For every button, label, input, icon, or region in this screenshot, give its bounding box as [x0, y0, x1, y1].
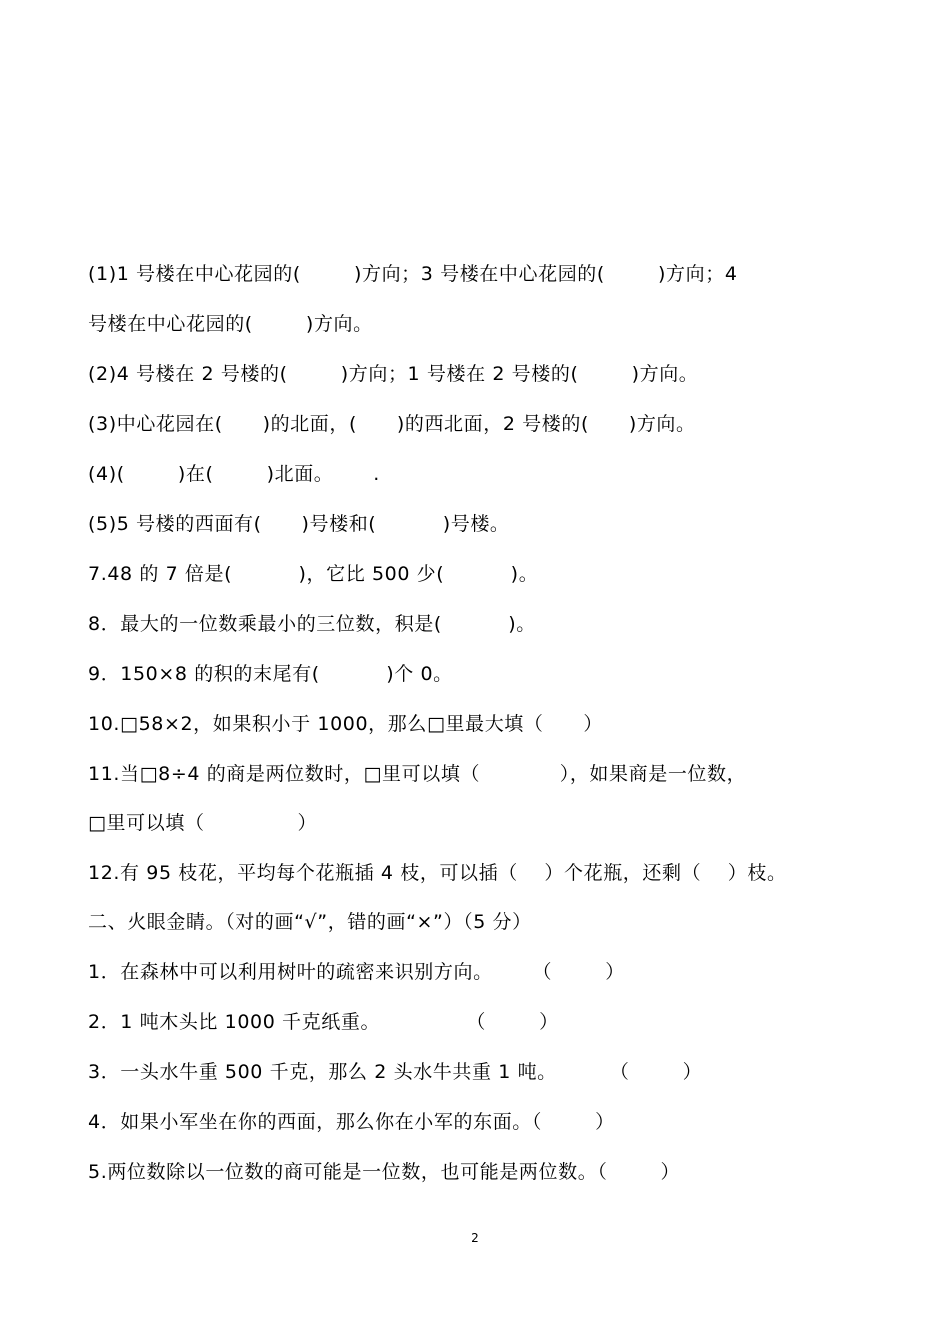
question-8: 8．最大的一位数乘最小的三位数，积是( )。	[88, 613, 536, 635]
question-11-line-2: □里可以填（ ）	[88, 812, 318, 834]
question-12: 12.有 95 枝花，平均每个花瓶插 4 枝，可以插（ ）个花瓶，还剩（ ）枝。	[88, 862, 787, 884]
question-6-part-5: (5)5 号楼的西面有( )号楼和( )号楼。	[88, 513, 510, 535]
true-false-3: 3．一头水牛重 500 千克，那么 2 头水牛共重 1 吨。 （ ）	[88, 1061, 703, 1083]
question-6-part-1-line-1: (1)1 号楼在中心花园的( )方向；3 号楼在中心花园的( )方向；4	[88, 263, 738, 285]
question-10: 10.□58×2，如果积小于 1000，那么□里最大填（ ）	[88, 713, 603, 735]
question-6-part-3: (3)中心花园在( )的北面，( )的西北面，2 号楼的( )方向。	[88, 413, 696, 435]
question-6-part-1-line-2: 号楼在中心花园的( )方向。	[88, 313, 373, 335]
section-2-heading: 二、火眼金睛。（对的画“√”，错的画“×”）（5 分）	[88, 911, 532, 933]
question-6-part-2: (2)4 号楼在 2 号楼的( )方向；1 号楼在 2 号楼的( )方向。	[88, 363, 699, 385]
question-11-line-1: 11.当□8÷4 的商是两位数时，□里可以填（ ），如果商是一位数，	[88, 763, 747, 785]
true-false-1: 1．在森林中可以利用树叶的疏密来识别方向。 （ ）	[88, 961, 625, 983]
question-6-part-4: (4)( )在( )北面。 .	[88, 463, 380, 485]
question-9: 9．150×8 的积的末尾有( )个 0。	[88, 663, 453, 685]
true-false-5: 5.两位数除以一位数的商可能是一位数，也可能是两位数。（ ）	[88, 1161, 681, 1183]
page-number: 2	[471, 1231, 479, 1245]
true-false-2: 2．1 吨木头比 1000 千克纸重。 （ ）	[88, 1011, 559, 1033]
true-false-4: 4．如果小军坐在你的西面，那么你在小军的东面。（ ）	[88, 1111, 615, 1133]
question-7: 7.48 的 7 倍是( )，它比 500 少( )。	[88, 563, 539, 585]
